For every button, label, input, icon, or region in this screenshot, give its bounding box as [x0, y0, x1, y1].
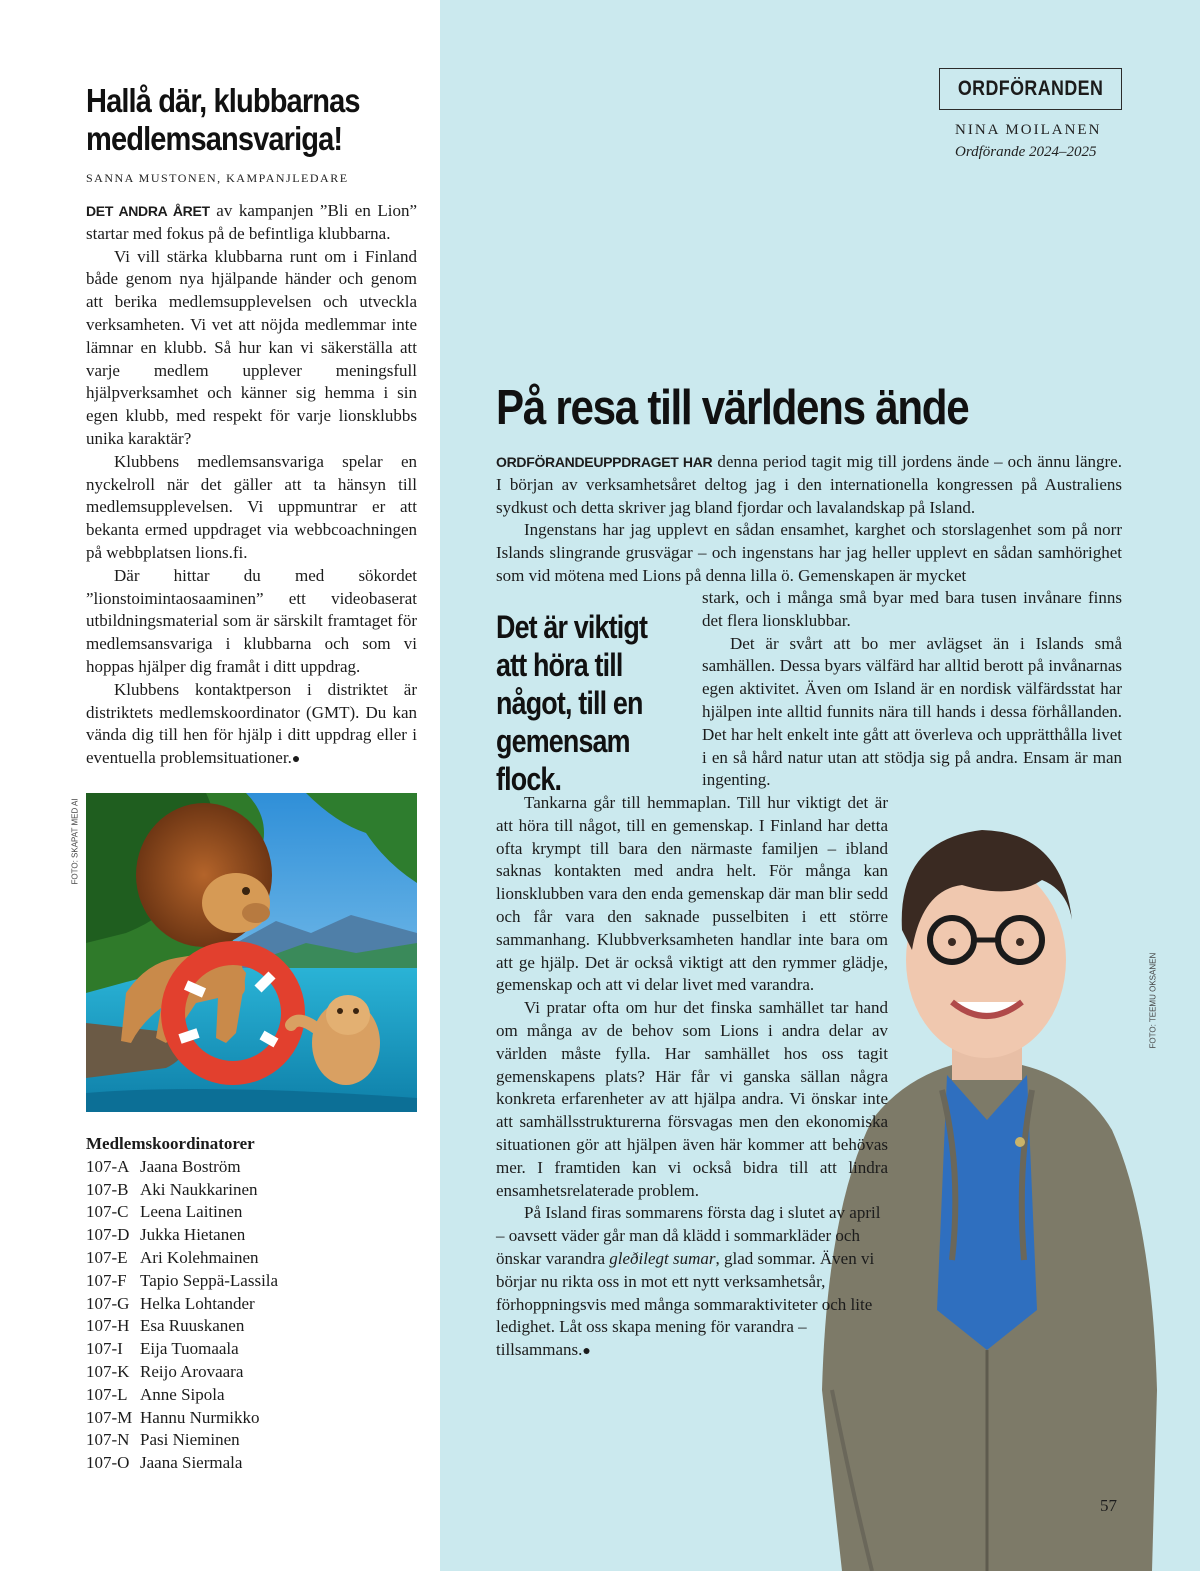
right-paragraph-2: Ingenstans har jag upplevt en sådan ensamhet, karghet och storslagenhet som på norr Islands slingrande grusvägar – och ingenstans har jag heller upplevt en sådan samhörighet som vid mötena med Lions på denna lilla ö. Gemenskapen är mycket [496, 520, 1122, 585]
coordinator-list [86, 1133, 278, 1475]
coordinator-row: 107-A Jaana Boström [86, 1156, 241, 1176]
left-paragraph-3: Klubbens medlemsansvariga spelar en nyckelroll när det gäller att ta hänsyn till medlemsupplevelsen. Vi uppmuntrar er att bekanta ermed uppdraget via webbcoachningen på webbplatsen lions.fi. [86, 451, 417, 562]
left-lead-in: DET ANDRA ÅRET [86, 203, 210, 219]
left-article-body [86, 200, 417, 772]
page-number: 57 [1100, 1496, 1117, 1515]
left-paragraph-1: DET ANDRA ÅRET av kampanjen ”Bli en Lion” startar med fokus på de befintliga klubbarna. [86, 201, 417, 243]
right-paragraph-5: Vi pratar ofta om hur det finska samhället tar hand om många av de behov som Lions i andra delar av världen måste fylla. Har samhället hos oss tagit gemenskapens plats? Här får vi ganska sällan några konkreta erfarenheter av att hjälpa andra. Vi önskar inte att samhällsstrukturerna försvagas men den ekonomiska situationen gör att hjälpen även här kommer att behövas mer. I framtiden kan vi också bidra till att lindra ensamhetsrelaterade problem. [496, 998, 888, 1200]
coordinator-row: 107-D Jukka Hietanen [86, 1225, 246, 1245]
coordinator-row: 107-N Pasi Nieminen [86, 1430, 240, 1450]
right-photo-credit: FOTO: TEEMU OKSANEN [1148, 952, 1158, 1049]
left-paragraph-5: Klubbens kontaktperson i distriktet är distriktets medlemskoordinator (GMT). Du kan vända dig till hen för hjälp i ditt uppdrag eller i eventuella problemsituationer.● [86, 679, 417, 768]
author-role: Ordförande 2024–2025 [955, 144, 1097, 160]
right-lead-in: ORDFÖRANDEUPPDRAGET HAR [496, 454, 713, 470]
coordinator-row: 107-M Hannu Nurmikko [86, 1407, 260, 1427]
left-article-headline: Hallå där, klubbarnas medlemsansvariga! [86, 82, 360, 157]
left-photo-credit: FOTO: SKAPAT MED AI [70, 798, 80, 885]
right-body-full-width [496, 451, 1122, 588]
coordinator-row: 107-H Esa Ruuskanen [86, 1316, 245, 1336]
pull-quote: Det är viktigt att höra till något, till en gemensam flock. [496, 609, 648, 797]
coordinator-row: 107-G Helka Lohtander [86, 1293, 255, 1313]
right-paragraph-1: ORDFÖRANDEUPPDRAGET HAR denna period tagit mig till jordens ände – och ännu längre. I början av verksamhetsåret deltog jag i den internationella kongressen på Australiens sydkust och detta skriver jag bland fjordar och lavalandskap på Island. [496, 452, 1122, 517]
coordinator-row: 107-C Leena Laitinen [86, 1202, 243, 1222]
left-paragraph-4: Där hittar du med sökordet ”lionstoimintaosaaminen” ett videobaserat utbildningsmaterial som är särskilt framtaget för medlemsansvariga i klubbarna och som vi hoppas hjälper dig framåt i ditt uppdrag. [86, 565, 417, 676]
section-label-box [939, 68, 1122, 110]
right-paragraph-3: Det är svårt att bo mer avlägset än i Islands små samhällen. Dessa byars välfärd har alltid berott på invånarnas egen aktivitet. Även om Island är en nordisk välfärdsstat har hjälpen inte alltid funnits nära till hands i dessa förhållanden. Det har helt enkelt inte gått att överleva och upprätthålla livet i en så hård natur utan att stödja sig på andra. Ensam är man ingenting. [702, 633, 1122, 790]
right-paragraph-6: På Island firas sommarens första dag i slutet av april – oavsett väder går man då klädd i sommarkläder och önskar varandra gleðilegt sumar, glad sommar. Även vi börjar nu rikta oss in mot ett nytt verksamhetsår, förhoppningsvis med många sommaraktiviteter och lite ledighet. Låt oss skapa mening för varandra – tillsammans.● [496, 1203, 881, 1360]
left-article-byline: SANNA MUSTONEN, KAMPANJLEDARE [86, 171, 349, 185]
coordinator-row: 107-L Anne Sipola [86, 1384, 225, 1404]
coordinator-row: 107-K Reijo Arovaara [86, 1361, 244, 1381]
end-mark: ● [291, 752, 301, 768]
end-mark: ● [582, 1344, 591, 1360]
coordinator-row: 107-I Eija Tuomaala [86, 1339, 239, 1359]
coordinator-row: 107-E Ari Kolehmainen [86, 1247, 259, 1267]
author-name: NINA MOILANEN [955, 122, 1102, 138]
right-body-beside-photo [496, 792, 888, 1364]
lion-lifebuoy-image [86, 793, 417, 1112]
coordinator-list-heading: Medlemskoordinatorer [86, 1134, 255, 1153]
section-label: ORDFÖRANDEN [957, 77, 1104, 100]
right-body-beside-quote [702, 587, 1122, 792]
coordinator-row: 107-O Jaana Siermala [86, 1453, 243, 1473]
right-paragraph-2-cont: stark, och i många små byar med bara tusen invånare finns det flera lionsklubbar. [702, 588, 1122, 630]
coordinator-row: 107-B Aki Naukkarinen [86, 1179, 258, 1199]
left-paragraph-2: Vi vill stärka klubbarna runt om i Finland både genom nya hjälpande händer och genom att berika medlemsupplevelsen och utveckla verksamheten. Vi vet att nöjda medlemmar inte lämnar en klubb. Så hur kan vi säkerställa att varje medlem upplever meningsfull hjälpverksamhet och känner sig hemma i sin egen klubb, med respekt för varje lionsklubbs unika karaktär? [86, 246, 417, 448]
coordinator-row: 107-F Tapio Seppä-Lassila [86, 1270, 279, 1290]
right-article-headline: På resa till världens ände [496, 381, 969, 435]
lion-lifebuoy-illustration [86, 793, 417, 1112]
right-paragraph-4: Tankarna går till hemmaplan. Till hur viktigt det är att höra till något, till en gemenskap. I Finland har detta ofta krympt till bara den närmaste familjen – ibland saknas kontakten med andra helt. För många kan lionsklubben vara den enda gemenskap där man blir sedd och får vara den saknade pusselbiten i ett större sammanhang. Klubbverksamheten handlar inte bara om att ge hjälp. Det är också viktigt att den rymmer glädje, gemenskap och att vi delar livet med varandra. [496, 793, 888, 995]
